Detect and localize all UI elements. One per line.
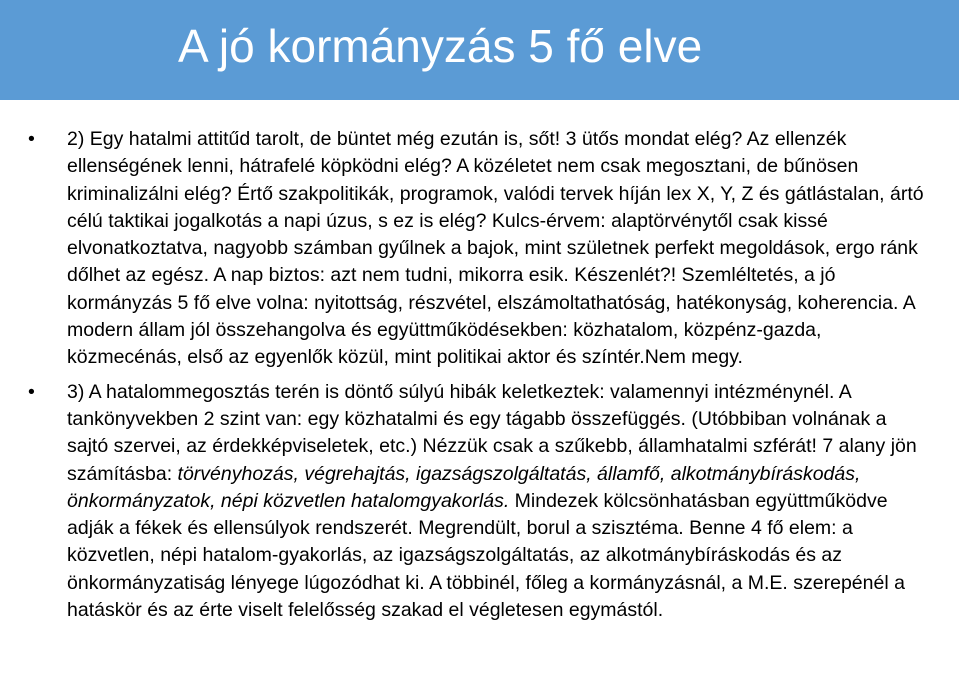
title-bar	[0, 0, 959, 100]
bullet-item-2	[0, 379, 959, 625]
bullet-list	[0, 126, 959, 631]
bullet-text-2-start: 3) A hatalommegosztás terén is döntő súlyú hibák keletkeztek: valamennyi intézménynél. A tankönyvekben 2 szint van: egy közhatalmi és egy tágabb összefüggés. (Utóbbiban volnának a sajtó szervei, az érdekképviseletek, etc.) Nézzük csak a szűkebb, államhatalmi szférát! 7 alany jön számításba:	[67, 380, 917, 485]
bullet-text-2	[67, 379, 927, 625]
slide-title: A jó kormányzás 5 fő elve	[178, 20, 703, 72]
bullet-text-2-italic: törvényhozás, végrehajtás, igazságszolgáltatás, államfő, alkotmánybíráskodás, önkormányzatok, népi közvetlen hatalomgyakorlás.	[67, 462, 861, 512]
bullet-item-1	[0, 126, 959, 372]
bullet-dot-icon: •	[28, 380, 35, 403]
bullet-dot-icon: •	[28, 128, 35, 150]
bullet-text-1: 2) Egy hatalmi attitűd tarolt, de büntet még ezután is, sőt! 3 ütős mondat elég? Az ellenzék ellenségének lenni, hátrafelé köpködni elég? A közéletet nem csak megosztani, de bűnösen kriminalizálni elég? Értő szakpolitikák, programok, valódi tervek híján lex X, Y, Z és gátlástalan, ártó célú taktikai jogalkotás a napi úzus, s ez is elég? Kulcs-érvem: alaptörvénytől csak kissé elvonatkoztatva, nagyobb számban gyűlnek a bajok, mint születnek perfekt megoldások, ergo ránk dőlhet az egész. A nap biztos: azt nem tudni, mikorra esik. Készenlét?! Szemléltetés, a jó kormányzás 5 fő elve volna: nyitottság, részvétel, elszámoltathatóság, hatékonyság, koherencia. A modern állam jól összehangolva és együttműködésekben: közhatalom, közpénz-gazda, közmecénás, első az egyenlők közül, mint politikai aktor és színtér.Nem megy.	[67, 128, 924, 369]
bullet-text-2-end: Mindezek kölcsönhatásban együttműködve adják a fékek és ellensúlyok rendszerét. Megrendült, borul a szisztéma. Benne 4 fő elem: a közvetlen, népi hatalom-gyakorlás, az igazságszolgáltatás, az alkotmánybíráskodás és az önkormányzatiság lényege lúgozódhat ki. A többinél, főleg a kormányzásnál, a M.E. szerepénél a hatáskör és az érte viselt felelősség szakad el végletesen egymástól.	[67, 489, 905, 622]
